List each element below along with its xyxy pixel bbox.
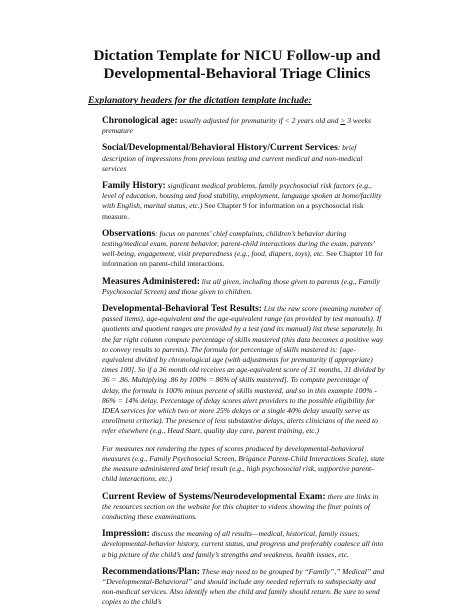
family-history-label: Family History: [102, 181, 166, 192]
review-of-systems-label: Current Review of Systems/Neurodevelopmental Exam: [102, 491, 326, 502]
observations-paragraph [88, 229, 386, 270]
impression-label: Impression: [102, 529, 150, 540]
chronological-age-text-a: usually adjusted for prematurity if < 2 years old and [179, 116, 341, 125]
impression-paragraph [88, 529, 386, 560]
greater-equal-sign: > [340, 116, 346, 125]
recommendations-label: Recommendations/Plan: [102, 566, 200, 577]
measures-text: list all given, including those given to parents (e.g., Family Psychosocial Screen) and those given to children. [102, 276, 380, 296]
chronological-age-label: Chronological age: [102, 116, 178, 126]
family-history-text: significant medical problems, family psychosocial risk factors (e.g., level of education, housing and food stability, employment, language spoken at home/facility with English, marital status, etc.) [102, 181, 382, 211]
measures-label: Measures Administered: [102, 276, 200, 287]
social-history-paragraph [88, 143, 386, 174]
review-of-systems-paragraph [88, 492, 386, 523]
measures-paragraph [88, 277, 386, 297]
observations-text: : focus on parents’ chief complaints, children’s behavior during testing/medical exam, parent behavior, parent-child interactions during the exam, parents’ well-being, engagement, visit preparedness (e.g., food, diapers, toys), etc. [102, 228, 375, 259]
chronological-age-paragraph [88, 116, 386, 136]
impression-text: discuss the meaning of all results—medical, historical, family issues, developmental-behavior history, current status, and progress and preferably coalesce all into a big picture of the child’s and family’s strengths and weakness, health issues, etc. [102, 529, 384, 559]
review-of-systems-text: there are links in the resources section on the website for this chapter to videos showing the finer points of conducting these examinations. [102, 491, 379, 521]
family-history-paragraph [88, 181, 386, 222]
non-rendering-measures-paragraph: For measures not rendering the types of scores produced by developmental-behavioral measures (e.g., Family Psychosocial Screen, Brigance Parent-Child Interactions Scale), state the measure administered and brief result (e.g., high psychosocial risk, supportive parent-child interactions, etc.) [102, 443, 385, 484]
test-results-text: List the raw score (meaning number of passed items), age-equivalent and the age-equivalent range (as provided by test manuals). If quotients and quotient ranges are provided by a test (and its manual) list these separately. In the far right column compute percentage of skills mastered (this data becomes a positive way to convey results to parents). The formula for percentage of skills mastered is: [age-equivalent divided by chronological age (with adjustments for prematurity if appropriate) times 100]. So if a 36 month old receives an age-equivalent score of 31 months, 31 divided by 36 = .86. Multiplying .86 by 100% = 86% of skills mastered]. To compute percentage of delay, the formula is 100% minus percent of skills mastered, and so in this example 100% - 86% = 14% delay. Percentage of delay scores alert providers to the possible eligibility for IDEA services for which two or more 25% delays or a single 40% delay usually serve as enrollment criteria). The presence of less substantive delays, alerts clinicians of the need to refer elsewhere (e.g., Head Start, quality day care, parent training, etc.) [102, 304, 385, 436]
social-history-text: : brief description of impressions from previous testing and current medical and non-medical services [102, 143, 363, 173]
section-subheading: Explanatory headers for the dictation template include: [88, 95, 312, 106]
observations-reference: See Chapter 10 for information on parent-child interactions. [102, 249, 383, 269]
observations-label: Observations [102, 228, 156, 239]
recommendations-paragraph [88, 567, 386, 608]
recommendations-text: These may need to be grouped by “Family”,” Medical” and “Developmental-Behavioral” and should include any needed referrals to subspecialty and non-medical services. Also identify when the child and family should return. Be sure to send copies to the child’s [102, 566, 385, 607]
document-title: Dictation Template for NICU Follow-up and Developmental-Behavioral Triage Clinics [93, 47, 381, 82]
test-results-paragraph [88, 304, 386, 437]
test-results-label: Developmental-Behavioral Test Results: [102, 304, 262, 315]
social-history-label: Social/Developmental/Behavioral History/Current Services [102, 143, 338, 154]
chronological-age-text-b: 3 weeks premature [102, 116, 371, 136]
family-history-reference: See Chapter 9 for information on a psychosocial risk measure. [102, 201, 364, 221]
